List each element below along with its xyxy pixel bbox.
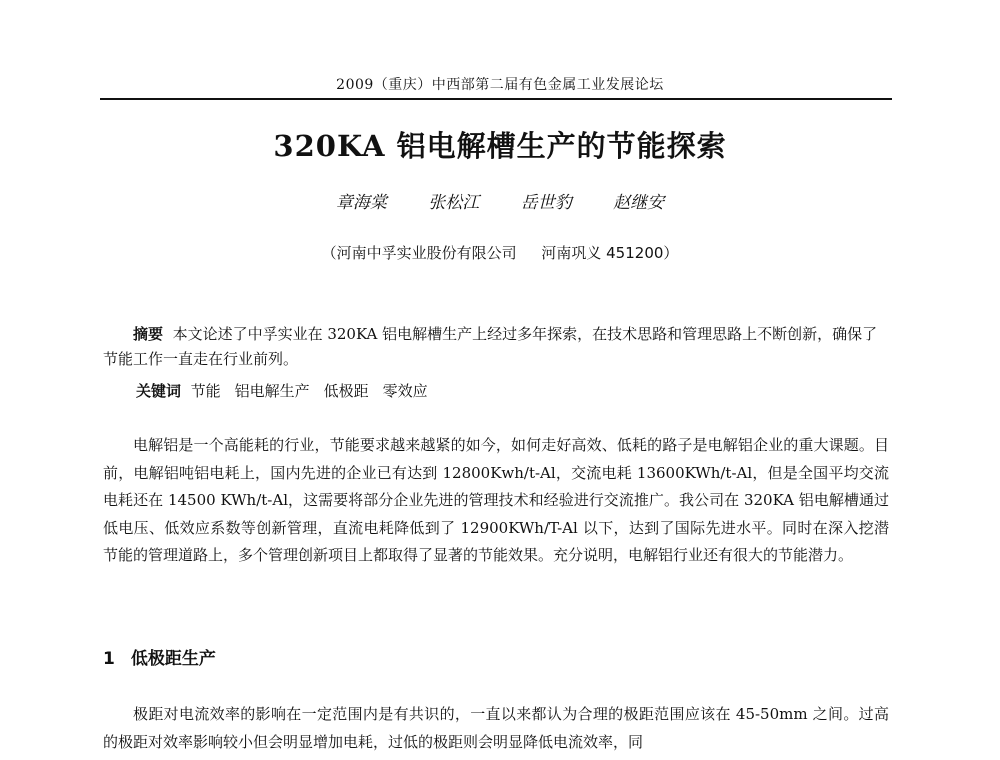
author-name: 章海棠	[335, 193, 387, 213]
header-divider	[100, 98, 892, 100]
affiliation	[0, 242, 1000, 263]
keywords-label: 关键词	[136, 382, 182, 400]
paper-title: 320KA 铝电解槽生产的节能探索	[273, 129, 727, 163]
section-heading	[103, 644, 216, 669]
affiliation-place: 河南巩义 451200）	[541, 244, 679, 262]
abstract-text: 本文论述了中孚实业在 320KA 铝电解槽生产上经过多年探索，在技术思路和管理思路上不断创新，确保了节能工作一直走在行业前列。	[103, 325, 878, 368]
section-title: 低极距生产	[130, 649, 216, 669]
keyword: 零效应	[382, 382, 428, 400]
abstract	[103, 322, 889, 372]
keywords	[136, 380, 896, 402]
body-paragraph: 电解铝是一个高能耗的行业，节能要求越来越紧的如今，如何走好高效、低耗的路子是电解铝企业的重大课题。目前，电解铝吨铝电耗上，国内先进的企业已有达到 12800Kwh/t-Al，交流电耗 13600KWh/t-Al，但是全国平均交流电耗还在 14500 KWh/t-Al，这需要将部分企业先进的管理技术和经验进行交流推广。我公司在 320KA 铝电解槽通过低电压、低效应系数等创新管理，直流电耗降低到了 12900KWh/T-Al 以下，达到了国际先进水平。同时在深入挖潜节能的管理道路上，多个管理创新项目上都取得了显著的节能效果。充分说明，电解铝行业还有很大的节能潜力。	[103, 436, 889, 564]
author-name: 岳世豹	[520, 193, 572, 213]
author-name: 赵继安	[613, 193, 665, 213]
abstract-label: 摘要	[133, 325, 164, 343]
keyword: 低极距	[323, 382, 369, 400]
author-list	[0, 188, 1000, 213]
keyword: 铝电解生产	[234, 382, 310, 400]
running-header: 2009（重庆）中西部第二届有色金属工业发展论坛	[336, 77, 664, 93]
keyword: 节能	[190, 382, 221, 400]
affiliation-org: （河南中孚实业股份有限公司	[321, 244, 517, 262]
author-name: 张松江	[428, 193, 480, 213]
section-number: 1	[103, 649, 115, 669]
body-paragraph: 极距对电流效率的影响在一定范围内是有共识的，一直以来都认为合理的极距范围应该在 45-50mm 之间。过高的极距对效率影响较小但会明显增加电耗，过低的极距则会明显降低电流效率，同	[103, 705, 889, 751]
